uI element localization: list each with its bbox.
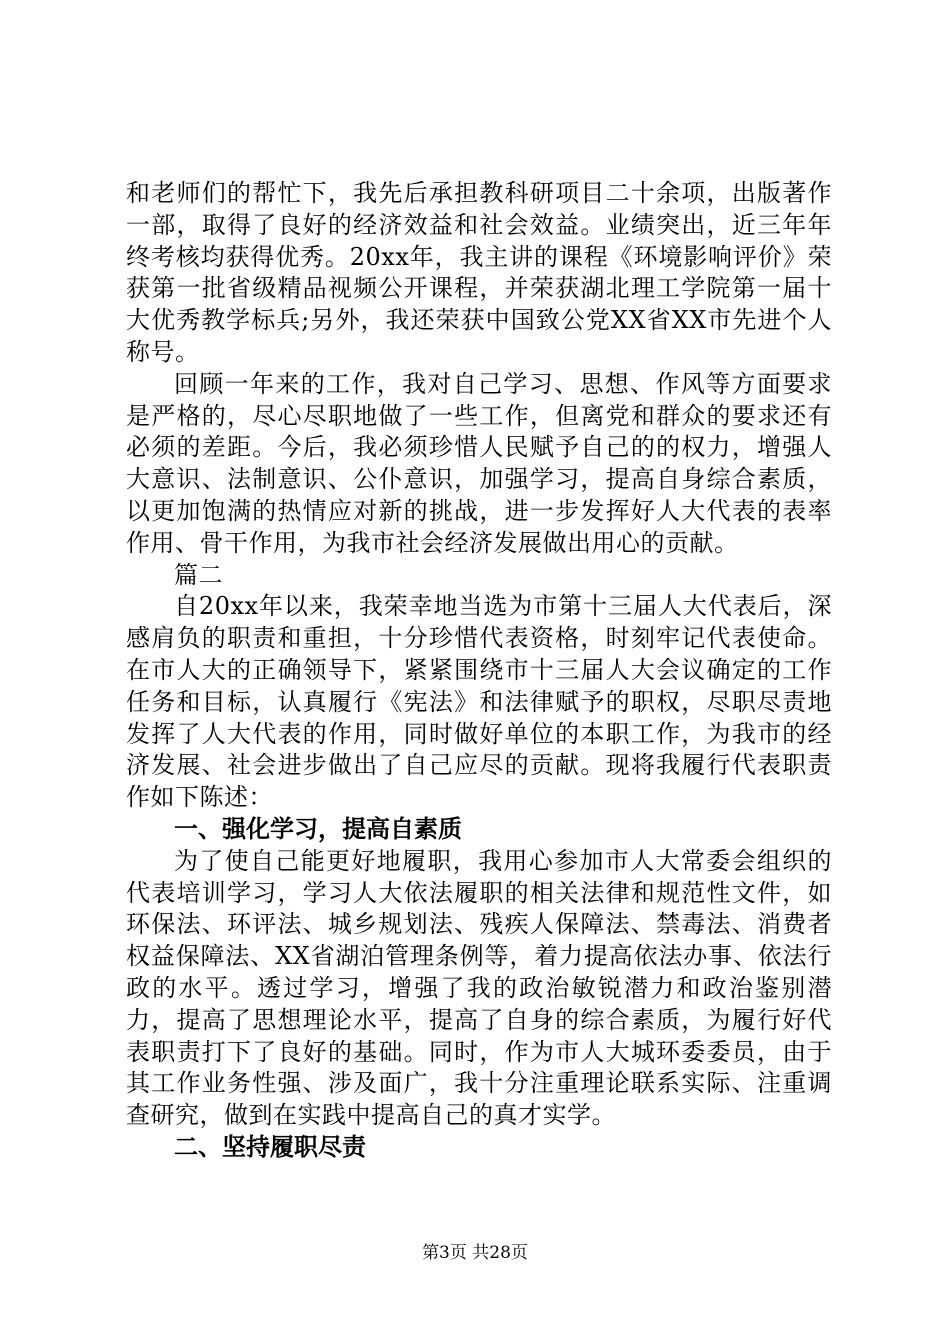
paragraph-intro: 自20xx年以来，我荣幸地当选为市第十三届人大代表后，深感肩负的职责和重担，十分珍惜代表资格，时刻牢记代表使命。在市人大的正确领导下，紧紧围绕市十三届人大会议确定的工作任务和目标，认真履行《宪法》和法律赋予的职权，尽职尽责地发挥了人大代表的作用，同时做好单位的本职工作，为我市的经济发展、社会进步做出了自己应尽的贡献。现将我履行代表职责作如下陈述： [126, 592, 832, 812]
paragraph-continuation: 和老师们的帮忙下，我先后承担教科研项目二十余项，出版著作一部，取得了良好的经济效益和社会效益。业绩突出，近三年年终考核均获得优秀。20xx年，我主讲的课程《环境影响评价》荣获第一批省级精品视频公开课程，并荣获湖北理工学院第一届十大优秀教学标兵;另外，我还荣获中国致公党XX省XX市先进个人称号。 [126, 179, 832, 366]
paragraph-learning: 为了使自己能更好地履职，我用心参加市人大常委会组织的代表培训学习，学习人大依法履职的相关法律和规范性文件，如环保法、环评法、城乡规划法、残疾人保障法、禁毒法、消费者权益保障法、XX省湖泊管理条例等，着力提高依法办事、依法行政的水平。透过学习，增强了我的政治敏锐潜力和政治鉴别潜力，提高了思想理论水平，提高了自身的综合素质，为履行好代表职责打下了良好的基础。同时，作为市人大城环委委员，由于其工作业务性强、涉及面广，我十分注重理论联系实际、注重调查研究，做到在实践中提高自己的真才实学。 [126, 846, 832, 1130]
document-body [126, 178, 832, 1164]
page-number-footer: 第3页 共28页 [422, 1243, 528, 1263]
section-label-part-two: 篇二 [174, 560, 223, 589]
heading-perform-duties: 二、坚持履职尽责 [174, 1132, 366, 1161]
paragraph-review: 回顾一年来的工作，我对自己学习、思想、作风等方面要求是严格的，尽心尽职地做了一些工作，但离党和群众的要求还有必须的差距。今后，我必须珍惜人民赋予自己的的权力，增强人大意识、法制意识、公仆意识，加强学习，提高自身综合素质，以更加饱满的热情应对新的挑战，进一步发挥好人大代表的表率作用、骨干作用，为我市社会经济发展做出用心的贡献。 [126, 369, 832, 557]
heading-strengthen-learning: 一、强化学习，提高自素质 [174, 814, 462, 843]
